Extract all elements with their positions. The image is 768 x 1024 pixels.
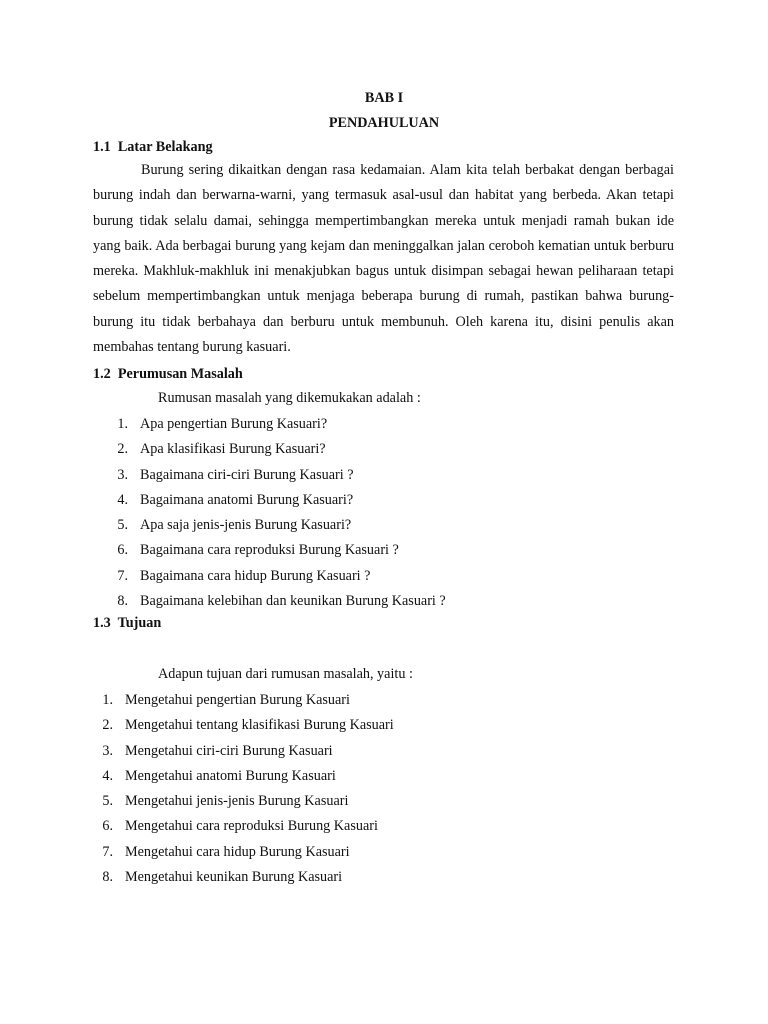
- list-text: Mengetahui keunikan Burung Kasuari: [125, 869, 343, 886]
- chapter-label: BAB I: [364, 90, 404, 106]
- list-text: Apa saja jenis-jenis Burung Kasuari?: [140, 517, 352, 534]
- list-number: 6.: [102, 818, 113, 835]
- list-text: Bagaimana ciri-ciri Burung Kasuari ?: [140, 466, 354, 483]
- section-number: 1.2: [93, 366, 111, 382]
- list-number: 7.: [102, 843, 113, 860]
- list-number: 2.: [117, 441, 128, 458]
- list-number: 1.: [117, 416, 128, 432]
- list-text: Mengetahui tentang klasifikasi Burung Kasuari: [125, 717, 394, 734]
- list-text: Apa pengertian Burung Kasuari?: [140, 416, 328, 432]
- list-number: 4.: [102, 767, 113, 784]
- list-number: 5.: [102, 793, 113, 810]
- list-number: 8.: [117, 593, 128, 610]
- list-number: 3.: [117, 466, 128, 483]
- list-number: 1.: [102, 692, 113, 708]
- list-number: 3.: [102, 742, 113, 759]
- perumusan-masalah-intro: Rumusan masalah yang dikemukakan adalah :: [158, 390, 421, 406]
- section-heading-tujuan: [93, 615, 161, 632]
- section-title: Tujuan: [117, 615, 162, 631]
- section-number: 1.1: [93, 139, 111, 155]
- section-heading-latar-belakang: [93, 139, 213, 156]
- list-number: 2.: [102, 717, 113, 734]
- section-number: 1.3: [93, 615, 111, 631]
- list-number: 7.: [117, 567, 128, 584]
- section-heading-perumusan-masalah: [93, 366, 243, 383]
- list-text: Mengetahui anatomi Burung Kasuari: [125, 767, 336, 784]
- tujuan-intro: Adapun tujuan dari rumusan masalah, yaitu :: [158, 666, 413, 682]
- list-text: Bagaimana anatomi Burung Kasuari?: [140, 491, 354, 508]
- list-text: Mengetahui jenis-jenis Burung Kasuari: [125, 793, 349, 810]
- chapter-title: PENDAHULUAN: [328, 115, 440, 131]
- list-text: Mengetahui pengertian Burung Kasuari: [125, 692, 350, 708]
- list-text: Bagaimana kelebihan dan keunikan Burung Kasuari ?: [140, 593, 446, 610]
- latar-belakang-paragraph: Burung sering dikaitkan dengan rasa kedamaian. Alam kita telah berbakat dengan berbagai burung indah dan berwarna-warni, yang termasuk asal-usul dan habitat yang berbeda. Akan tetapi burung tidak selalu damai, sehingga mempertimbangkan mereka untuk menjadi ramah bukan ide yang baik. Ada berbagai burung yang kejam dan meninggalkan jalan ceroboh kematian untuk berburu mereka. Makhluk-makhluk ini menakjubkan bagus untuk disimpan sebagai hewan peliharaan tetapi sebelum mempertimbangkan untuk menjaga beberapa burung di rumah, pastikan bahwa burung-burung itu tidak berbahaya dan berburu untuk membunuh. Oleh karena itu, disini penulis akan membahas tentang burung kasuari.: [93, 162, 674, 356]
- list-text: Mengetahui ciri-ciri Burung Kasuari: [125, 742, 333, 759]
- section-title: Perumusan Masalah: [117, 366, 243, 382]
- section-title: Latar Belakang: [117, 139, 213, 155]
- list-text: Bagaimana cara hidup Burung Kasuari ?: [140, 567, 371, 584]
- list-number: 6.: [117, 542, 128, 559]
- list-text: Bagaimana cara reproduksi Burung Kasuari ?: [140, 542, 399, 559]
- list-text: Mengetahui cara hidup Burung Kasuari: [125, 843, 350, 860]
- list-number: 4.: [117, 491, 128, 508]
- list-text: Apa klasifikasi Burung Kasuari?: [140, 441, 326, 458]
- list-number: 8.: [102, 869, 113, 886]
- list-number: 5.: [117, 517, 128, 534]
- list-text: Mengetahui cara reproduksi Burung Kasuari: [125, 818, 378, 835]
